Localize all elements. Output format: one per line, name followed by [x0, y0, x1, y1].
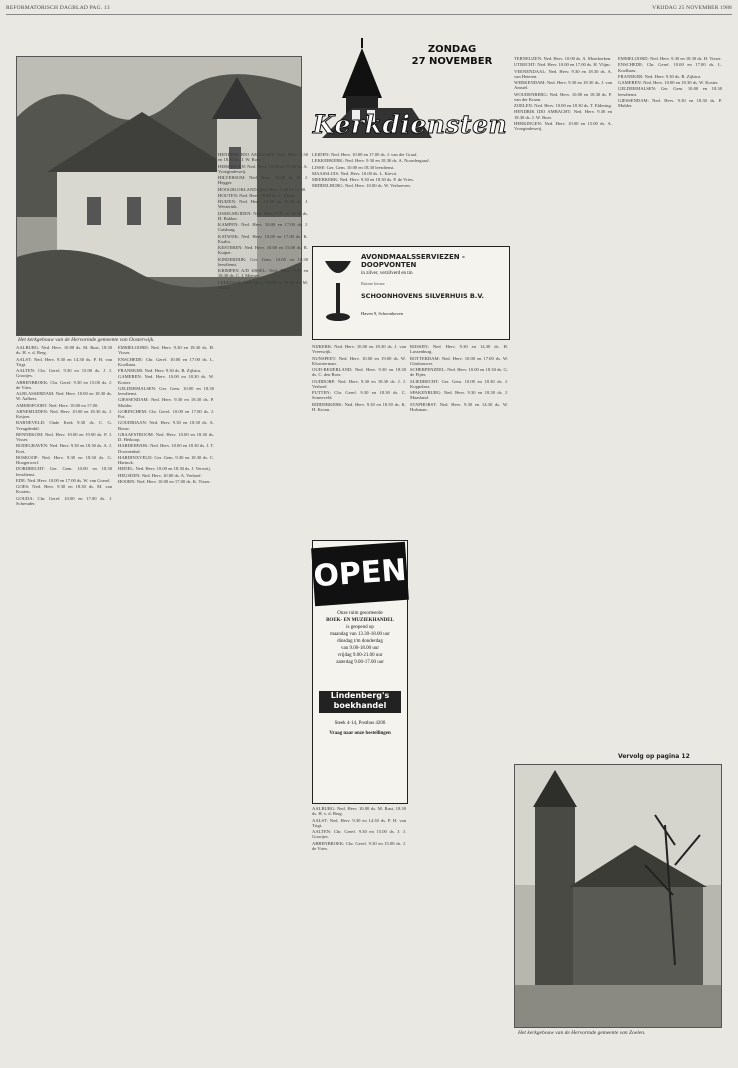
entry: EMMELOORD: Ned. Herv. 9.30 en 18.30 ds. H. Visser.: [618, 56, 722, 61]
entry: MIDDELBURG: Ned. Herv. 10.00 ds. W. Verhoeven.: [312, 183, 411, 189]
church-photo-bottom-image: [515, 765, 721, 1027]
caption-top-left: Het kerkgebouw van de Hervormde gemeente van Oosterwijk.: [18, 337, 155, 343]
column-right-1: [514, 56, 612, 756]
ad2-line: dinsdag t/m donderdag: [337, 639, 383, 644]
ad2-line: is geopend op: [346, 625, 374, 630]
chalice-icon: [319, 255, 357, 331]
entry: HERKINGEN: Ned. Herv. 10.00 en 15.00 ds. A. Vroegindeweij.: [514, 120, 612, 131]
entry: DORDRECHT: Ger. Gem. 10.00 en 18.30 leesdienst.: [16, 466, 112, 477]
entry: LEIDEN: Ned. Herv. 10.00 en 17.00 ds. J. van der Graaf.: [312, 152, 418, 157]
entry: ARNEMUIDEN: Ned. Herv. 10.00 en 18.30 ds. J. Keijzer.: [16, 408, 112, 419]
logo-line-2: boekhandel: [333, 701, 387, 710]
entry: FRANEKER: Ned. Herv. 9.30 ds. B. Zijlstra.: [618, 73, 702, 79]
entry: OUDDORP: Ned. Herv. 9.30 en 18.30 ds. J. J. Verhoef.: [312, 378, 406, 389]
entry: HENDRIK IDO AMBACHT: Ned. Herv. 9.30 en 18.30 ds. J. W. Boer.: [514, 109, 612, 120]
entry: SPAKENBURG: Ned. Herv. 9.30 en 18.30 ds. J. Maasland.: [410, 390, 508, 401]
entry: HOUTEN: Ned. Herv. 10.00 ds. C. Blenk.: [218, 192, 296, 198]
entry: KATWIJK: Ned. Herv. 10.00 en 17.00 ds. K. Exalto.: [218, 233, 308, 244]
caption-bottom-right: Het kerkgebouw van de Hervormde gemeente van Zoelen.: [518, 1030, 646, 1036]
entry: KRIMPEN A/D IJSSEL: Ned. Herv. 9.30 en 18.30 ds. C. J. Meeuse.: [218, 268, 308, 279]
continued-note: Vervolg op pagina 12: [618, 753, 690, 760]
column-3: [218, 152, 308, 1060]
entry: ZOELEN: Ned. Herv. 10.00 en 18.30 ds. T. Eldering.: [514, 103, 612, 108]
kerkdiensten-banner: [312, 38, 508, 148]
banner-title: Kerkdiensten: [312, 110, 508, 139]
entry: HOOGBLOKLAND: Ned. Herv. 9.30 en 14.30.: [218, 186, 307, 192]
entry: HARDERWIJK: Ned. Herv. 10.00 en 18.30 ds. J. T. Doornenbal.: [118, 443, 214, 454]
entry: SCHERPENZEEL: Ned. Herv. 10.00 en 18.30 ds. G. de Fijter.: [410, 367, 508, 378]
entry: MEERKERK: Ned. Herv. 9.30 en 18.30 ds. P. de Vries.: [312, 177, 414, 182]
entry: RIJSSEN: Ned. Herv. 9.30 en 14.30 ds. H. Lussenburg.: [410, 344, 508, 355]
entry: GOUDRIAAN: Ned. Herv. 9.30 en 18.30 ds. A. Bouw.: [118, 420, 214, 431]
entry: AALST: Ned. Herv. 9.30 en 14.30 ds. P. H. van Trigt.: [16, 356, 112, 367]
entry: LISSE: Ger. Gem. 10.00 en 18.30 leesdienst.: [312, 164, 395, 170]
column-mid-b: [410, 344, 508, 1060]
entry: WERKENDAM: Ned. Herv. 9.30 en 18.30 ds. J. van Amstel.: [514, 80, 612, 91]
entry: TERNEUZEN: Ned. Herv. 10.00 ds. A. Moerkerken.: [514, 56, 612, 61]
ad1-title: AVONDMAALSSERVIEZEN - DOOPVONTEN: [361, 253, 465, 269]
entry: KESTEREN: Ned. Herv. 10.00 en 15.00 ds. R. Kuiper.: [218, 245, 308, 256]
ad1-subtitle: in zilver, verzilverd en tin: [361, 271, 413, 276]
ad2-line: van 9.00-18.00 uur: [340, 646, 380, 651]
entry: LEKKERKERK: Ned. Herv. 9.30 en 18.30 ds. A. Noordergraaf.: [312, 158, 430, 164]
header-left: REFORMATORISCH DAGBLAD PAG. 13: [6, 5, 110, 11]
entry: IJSSELMUIDEN: Ned. Herv. 9.30 en 18.30 ds. H. Bakker.: [218, 210, 308, 221]
entry: FRANEKER: Ned. Herv. 9.30 ds. B. Zijlstra.: [118, 368, 202, 373]
entry: ALBLASSERDAM: Ned. Herv. 10.00 en 18.30 ds. W. Aalbers.: [16, 391, 112, 402]
entry: ABBENBROEK: Chr. Geref. 9.30 en 15.00 ds. J. de Vries.: [312, 840, 406, 851]
entry: AALST: Ned. Herv. 9.30 en 14.30 ds. P. H. van Trigt.: [312, 817, 406, 828]
entry: WOUDENBERG: Ned. Herv. 10.00 en 18.30 ds. P. van der Kraan.: [514, 91, 612, 102]
column-mid-a: [312, 344, 406, 536]
entry: RIDDERKERK: Ned. Herv. 9.30 en 18.30 ds. K. H. Kroon.: [312, 401, 406, 412]
lindenberg-logo: [319, 691, 401, 713]
date-day: ZONDAG: [427, 44, 477, 55]
entry: OUD-BEIJERLAND: Ned. Herv. 9.30 en 18.30 ds. C. den Boer.: [312, 367, 406, 378]
entry: GAMEREN: Ned. Herv. 10.00 en 18.30 ds. W. Koster.: [618, 80, 719, 85]
column-1: [16, 345, 112, 1060]
ad2-line: Vraag naar onze bestellingen: [329, 731, 391, 736]
entry: NUNSPEET: Ned. Herv. 10.00 en 19.00 ds. W. Kloosterman.: [312, 355, 406, 366]
entry: ROTTERDAM: Ned. Herv. 10.00 en 17.00 ds. W. Glashouwer.: [410, 355, 508, 366]
entry: GELDERMALSEN: Ger. Gem. 10.00 en 18.30 leesdienst.: [118, 385, 214, 396]
entry: KINDERDIJK: Ger. Gem. 10.00 en 18.30 leesdienst.: [218, 256, 308, 267]
entry: NIJKERK: Ned. Herv. 10.00 en 18.30 ds. J. van Vreeswijk.: [312, 344, 406, 355]
service-date: [402, 44, 502, 68]
ad2-line: BOEK- EN MUZIEKHANDEL: [326, 618, 394, 623]
page-header: [6, 4, 732, 15]
open-sign: OPEN: [311, 542, 409, 606]
entry: AMERSFOORT: Ned. Herv. 10.00 en 17.00.: [16, 402, 99, 408]
silverhuis-advertisement: [312, 246, 510, 340]
entry: ENSCHEDE: Chr. Geref. 10.00 en 17.00 ds. L. Koolhaas.: [118, 356, 214, 367]
entry: GAMEREN: Ned. Herv. 10.00 en 18.30 ds. W. Koster.: [118, 374, 214, 385]
ad2-line: zaterdag 9.00-17.00 uur: [336, 660, 384, 665]
column-right-2: [618, 56, 722, 748]
entry: HILVERSUM: Ned. Herv. 10.00 ds. H. J. Hegger.: [218, 175, 308, 186]
entry: GIESSENDAM: Ned. Herv. 9.30 en 18.30 ds. P. Mulder.: [618, 97, 722, 108]
entry: BODEGRAVEN: Ned. Herv. 9.30 en 18.30 ds. A. J. Kret.: [16, 443, 112, 454]
header-right: VRIJDAG 25 NOVEMBER 1988: [652, 5, 732, 11]
entry: GORINCHEM: Chr. Geref. 10.00 en 17.00 ds. J. Pot.: [118, 408, 214, 419]
entry: SLIEDRECHT: Ger. Gem. 10.00 en 18.30 ds. J. Koppelaar.: [410, 378, 508, 389]
entry: HUIZEN: Ned. Herv. 10.00 en 18.30 ds. J. Westerink.: [218, 199, 308, 210]
entry: HARDINXVELD: Ger. Gem. 9.30 en 18.30 ds. C. Harinck.: [118, 454, 214, 465]
entry: HEUSDEN: Ned. Herv. 10.00 ds. A. Verhoef.: [118, 472, 202, 478]
entry: BARNEVELD: Oude Kerk 9.30 ds. C. G. Vreugdenhil.: [16, 420, 112, 431]
logo-line-1: Lindenberg's: [330, 691, 390, 700]
entry: AALTEN: Chr. Geref. 9.30 en 15.00 ds. J. J. Grootjes.: [312, 829, 406, 840]
church-photo-bottom: [514, 764, 722, 1028]
entry: VEENENDAAL: Ned. Herv. 9.30 en 18.30 ds. A. van Heteren.: [514, 68, 612, 79]
entry: ENSCHEDE: Chr. Geref. 10.00 en 17.00 ds. L. Koolhaas.: [618, 62, 722, 73]
entry: EMMELOORD: Ned. Herv. 9.30 en 18.30 ds. H. Visser.: [118, 345, 214, 356]
column-mid-c: [312, 806, 406, 1060]
entry: EDE: Ned. Herv. 10.00 en 17.00 ds. W. van Gorsel.: [16, 477, 111, 483]
entry: GIESSENDAM: Ned. Herv. 9.30 en 18.30 ds. P. Mulder.: [118, 397, 214, 408]
ad2-line: Steek 4-14, Postbus 4200: [334, 721, 386, 726]
entry: GOES: Ned. Herv. 9.30 en 18.30 ds. M. van Kooten.: [16, 484, 112, 495]
column-mid-top: [312, 152, 508, 242]
ad1-company: SCHOONHOVENS SILVERHUIS B.V.: [361, 292, 485, 300]
entry: MAASSLUIS: Ned. Herv. 10.00 ds. L. Kievit.: [312, 170, 398, 176]
date-month: 27 NOVEMBER: [411, 56, 493, 67]
entry: LEERDAM: Ned. Herv. 10.00 en 18.30 ds. M. Visser.: [218, 279, 308, 290]
entry: HEDEL: Ned. Herv. 10.00 en 18.30 ds. J. Verweij.: [118, 466, 211, 472]
entry: BOSKOOP: Ned. Herv. 9.30 en 18.30 ds. G. Hoogerwerf.: [16, 454, 112, 465]
entry: HERKINGEN: Ned. Herv. 10.00 en 15.00 ds. A. Vroegindeweij.: [218, 163, 308, 174]
entry: STAPHORST: Ned. Herv. 9.30 en 14.30 ds. W. Hulsman.: [410, 401, 508, 412]
entry: HOORN: Ned. Herv. 10.00 en 17.00 ds. K. Visser.: [118, 478, 211, 484]
entry: GOUDA: Chr. Geref. 10.00 en 17.00 ds. J. Schreuder.: [16, 495, 112, 506]
entry: PUTTEN: Chr. Geref. 9.30 en 18.30 ds. C. Sonneveld.: [312, 390, 406, 401]
entry: AALBURG: Ned. Herv. 10.00 ds. M. Rust, 18.30 ds. H. v. d. Berg.: [16, 345, 112, 356]
entry: AALTEN: Chr. Geref. 9.30 en 15.00 ds. J. J. Grootjes.: [16, 368, 112, 379]
entry: BENNEKOM: Ned. Herv. 10.00 en 19.00 ds. P. J. Visser.: [16, 431, 112, 442]
ad2-line: maandag van 13.30-18.00 uur: [330, 632, 390, 637]
entry: HENDRIK IDO AMBACHT: Ned. Herv. 9.30 en 18.30 ds. J. W. Boer.: [218, 152, 308, 163]
entry: AALBURG: Ned. Herv. 10.00 ds. M. Rust, 18.30 ds. H. v. d. Berg.: [312, 806, 406, 817]
entry: ABBENBROEK: Chr. Geref. 9.30 en 15.00 ds. J. de Vries.: [16, 379, 112, 390]
boekhandel-advertisement: [312, 540, 408, 804]
entry: GELDERMALSEN: Ger. Gem. 10.00 en 18.30 leesdienst.: [618, 86, 722, 97]
column-2: [118, 345, 214, 1060]
entry: GRAAFSTROOM: Ned. Herv. 10.00 en 18.30 ds. D. Heikoop.: [118, 431, 214, 442]
ad2-line: Onze ruim gesorteerde: [337, 611, 383, 616]
ad2-line: vrijdag 9.00-21.00 uur: [337, 653, 383, 658]
ad1-note: Ruime keuze: [361, 281, 385, 286]
ad1-address: Haven 9, Schoonhoven: [361, 311, 403, 316]
entry: UTRECHT: Ned. Herv. 10.00 en 17.00 ds. H. Vlijm.: [514, 62, 611, 68]
entry: KAMPEN: Ned. Herv. 10.00 en 17.00 ds. J. Catsburg.: [218, 222, 308, 233]
